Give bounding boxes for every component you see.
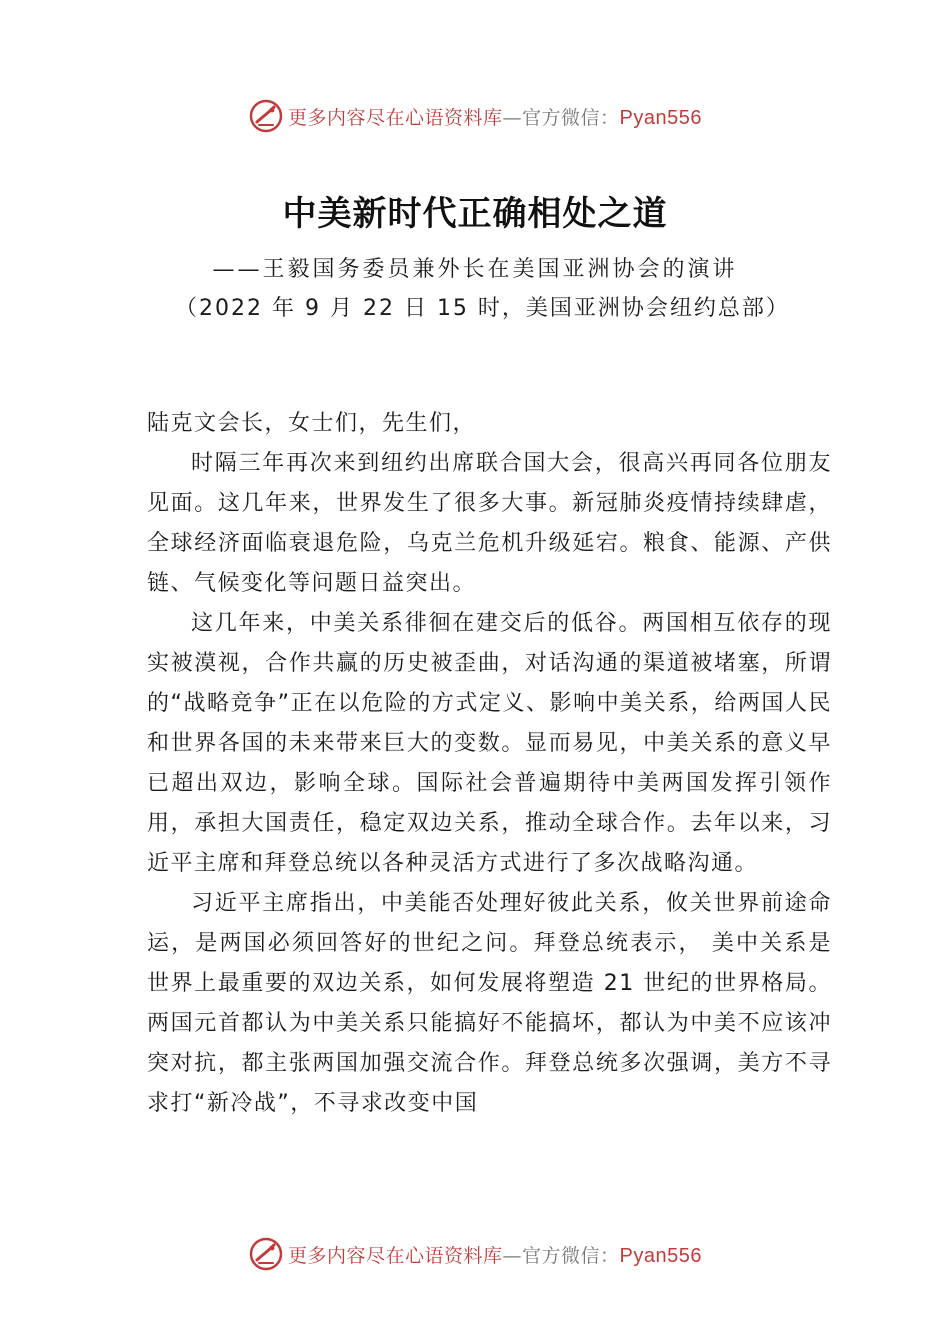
paragraph-2: 这几年来，中美关系徘徊在建交后的低谷。两国相互依存的现实被漠视，合作共赢的历史被歪曲，对话沟通的渠道被堵塞，所谓的“战略竞争”正在以危险的方式定义、影响中美关系，给两国人民和世界各国的未来带来巨大的变数。显而易见，中美关系的意义早已超出双边，影响全球。国际社会普遍期待中美两国发挥引领作用，承担大国责任，稳定双边关系，推动全球合作。去年以来，习近平主席和拜登总统以各种灵活方式进行了多次战略沟通。 [147,611,832,876]
document-body [147,404,832,1124]
banner-dash: — [502,1244,523,1267]
banner-wechat-id: Pyan556 [619,106,702,129]
document-title: 中美新时代正确相处之道 [282,194,668,234]
pen-logo-icon [248,1236,284,1272]
banner-text [288,1241,702,1268]
banner-text [288,103,702,130]
document-subtitle: ——王毅国务委员兼外长在美国亚洲协会的演讲 [212,257,738,282]
header-banner [0,96,950,136]
document-dateline: （2022 年 9 月 22 日 15 时，美国亚洲协会纽约总部） [175,296,790,321]
paragraph-3: 习近平主席指出，中美能否处理好彼此关系，攸关世界前途命运，是两国必须回答好的世纪之问。拜登总统表示， 美中关系是世界上最重要的双边关系，如何发展将塑造 21 世纪的世界格局。两国元首都认为中美关系只能搞好不能搞坏，都认为中美不应该冲突对抗，都主张两国加强交流合作。拜登总统多次强调，美方不寻求打“新冷战”，不寻求改变中国 [147,891,832,1116]
banner-official-label: 官方微信： [522,106,620,129]
banner-main-text: 更多内容尽在心语资料库 [288,1244,503,1267]
pen-logo-icon [248,98,284,134]
banner-dash: — [502,106,523,129]
banner-official-label: 官方微信： [522,1244,620,1267]
footer-banner [0,1234,950,1274]
banner-main-text: 更多内容尽在心语资料库 [288,106,503,129]
banner-wechat-id: Pyan556 [619,1244,702,1267]
salutation: 陆克文会长，女士们，先生们， [147,411,477,436]
paragraph-1: 时隔三年再次来到纽约出席联合国大会，很高兴再同各位朋友见面。这几年来，世界发生了很多大事。新冠肺炎疫情持续肆虐，全球经济面临衰退危险，乌克兰危机升级延宕。粮食、能源、产供链、气候变化等问题日益突出。 [147,451,832,596]
